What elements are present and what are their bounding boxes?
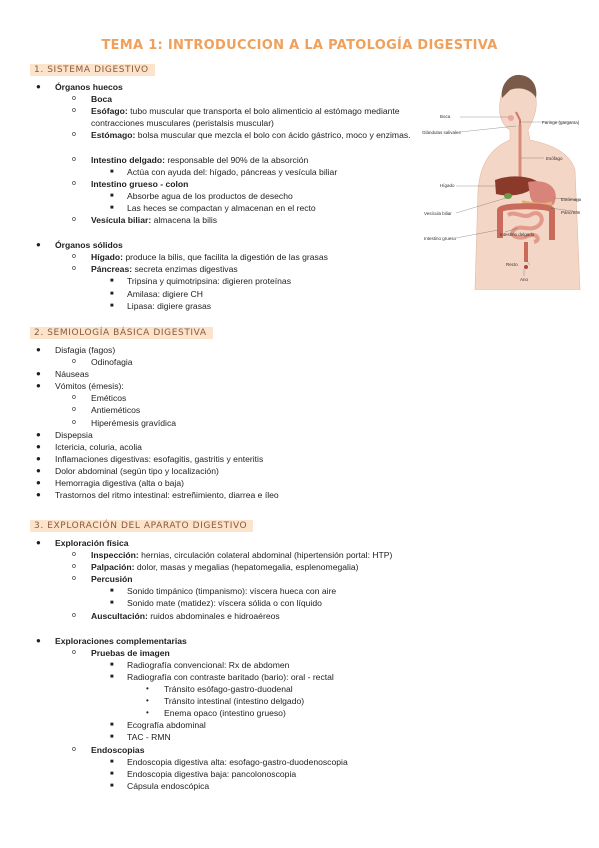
label-faringe: Faringe (garganta) [542,120,580,125]
list-item: ■ Lipasa: digiere grasas [110,300,212,311]
list-item: ● Dispepsia [36,429,93,440]
list-item: ● Órganos sólidos [36,240,123,251]
list-item: o Odinofagia [72,357,133,368]
list-item: ■ Radiografía convencional: Rx de abdomen [110,659,290,670]
list-item: ■ Sonido timpánico (timpanismo): víscera hueca con aire [110,586,337,597]
list-item: o Estómago: bolsa muscular que mezcla el bolo con ácido gástrico, moco y enzimas. [72,130,411,141]
list-item: ● Trastornos del ritmo intestinal: estreñimiento, diarrea e íleo [36,490,279,501]
list-item: ■ Las heces se compactan y almacenan en el recto [110,202,316,213]
list-item: ■ Endoscopia digestiva alta: esofago-gastro-duodenoscopia [110,756,348,767]
list-item: o Intestino delgado: responsable del 90% de la absorción [72,154,309,165]
list-item: o Percusión [72,574,133,585]
list-item: ● Vómitos (émesis): [36,381,124,392]
list-item: ■ Radiografía con contraste baritado (bario): oral - rectal [110,671,334,682]
section-1-list [0,81,430,312]
list-item: o Hígado: produce la bilis, que facilita la digestión de las grasas [72,252,328,263]
section-2-list [0,344,560,501]
list-item: ● Inflamaciones digestivas: esofagitis, gastritis y enteritis [36,453,264,464]
section-heading-2: 2. SEMIOLOGÍA BÁSICA DIGESTIVA [30,327,213,339]
list-item: o Páncreas: secreta enzimas digestivas [72,264,238,275]
list-item: ● Disfagia (fagos) [36,345,116,355]
list-item: o Palpación: dolor, masas y megalias (hepatomegalia, esplenomegalia) [72,562,359,573]
list-item: o Eméticos [72,393,127,404]
label-ano: Ano [520,277,529,282]
list-item: ■ Tripsina y quimotripsina: digieren proteínas [110,276,291,287]
list-item: ● Hemorragia digestiva (alta o baja) [36,478,184,489]
list-item: o Pruebas de imagen [72,647,170,658]
list-item: ■ Amilasa: digiere CH [110,288,203,299]
label-pancreas: Páncreas [561,210,581,215]
list-item: ● Órganos huecos [36,82,123,92]
digestive-system-figure [420,70,590,290]
label-boca: Boca [440,114,451,119]
list-item: ● Dolor abdominal (según tipo y localización) [36,465,219,476]
page-title: TEMA 1: INTRODUCCION A LA PATOLOGÍA DIGESTIVA [101,38,498,53]
list-item: ● Ictericia, coluria, acolia [36,441,142,452]
label-int-delgado: Intestino delgado [500,232,535,237]
section-3-list [0,537,560,792]
list-item: o Vesícula biliar: almacena la bilis [72,215,218,226]
label-glandulas: Glándulas salivales [422,130,461,135]
list-item: o Esófago: tubo muscular que transporta el bolo alimenticio al estómago mediante contracciones musculares (peristalsis muscular) [72,106,400,129]
list-item: o Inspección: hernias, circulación colateral abdominal (hipertensión portal: HTP) [72,550,393,561]
label-estomago: Estómago [561,197,582,202]
label-recto: Recto [506,262,518,267]
list-item: ■ TAC - RMN [110,732,171,743]
list-item: o Intestino grueso - colon [72,178,189,189]
list-item: ■ Endoscopia digestiva baja: pancolonoscopia [110,768,297,779]
list-item: o Endoscopias [72,744,145,755]
list-item: • Tránsito esófago-gastro-duodenal [146,684,293,695]
list-item: ■ Ecografía abdominal [110,720,206,731]
list-item: o Antieméticos [72,405,141,416]
list-item: o Boca [72,94,113,105]
label-higado: Hígado [440,183,455,188]
list-item: ■ Absorbe agua de los productos de desecho [110,190,293,201]
list-item: ● Exploración física [36,538,129,548]
list-item: ● Náuseas [36,369,89,380]
list-item: ■ Sonido mate (matidez): víscera sólida o con líquido [110,598,322,609]
list-item: o Auscultación: ruidos abdominales e hidroaéreos [72,610,280,621]
label-esofago: Esófago [546,156,563,161]
list-item: o Hiperémesis gravídica [72,417,177,428]
label-vesicula: Vesícula biliar [424,211,452,216]
list-item: ■ Actúa con ayuda del: hígado, páncreas y vesícula biliar [110,166,338,177]
list-item: ■ Cápsula endoscópica [110,780,210,791]
list-item: • Tránsito intestinal (intestino delgado) [146,696,305,707]
label-int-grueso: Intestino grueso [424,236,457,241]
section-heading-3: 3. EXPLORACIÓN DEL APARATO DIGESTIVO [30,520,253,532]
list-item: ● Exploraciones complementarias [36,635,187,646]
section-heading-1: 1. SISTEMA DIGESTIVO [30,64,155,76]
list-item: • Enema opaco (intestino grueso) [146,708,286,719]
